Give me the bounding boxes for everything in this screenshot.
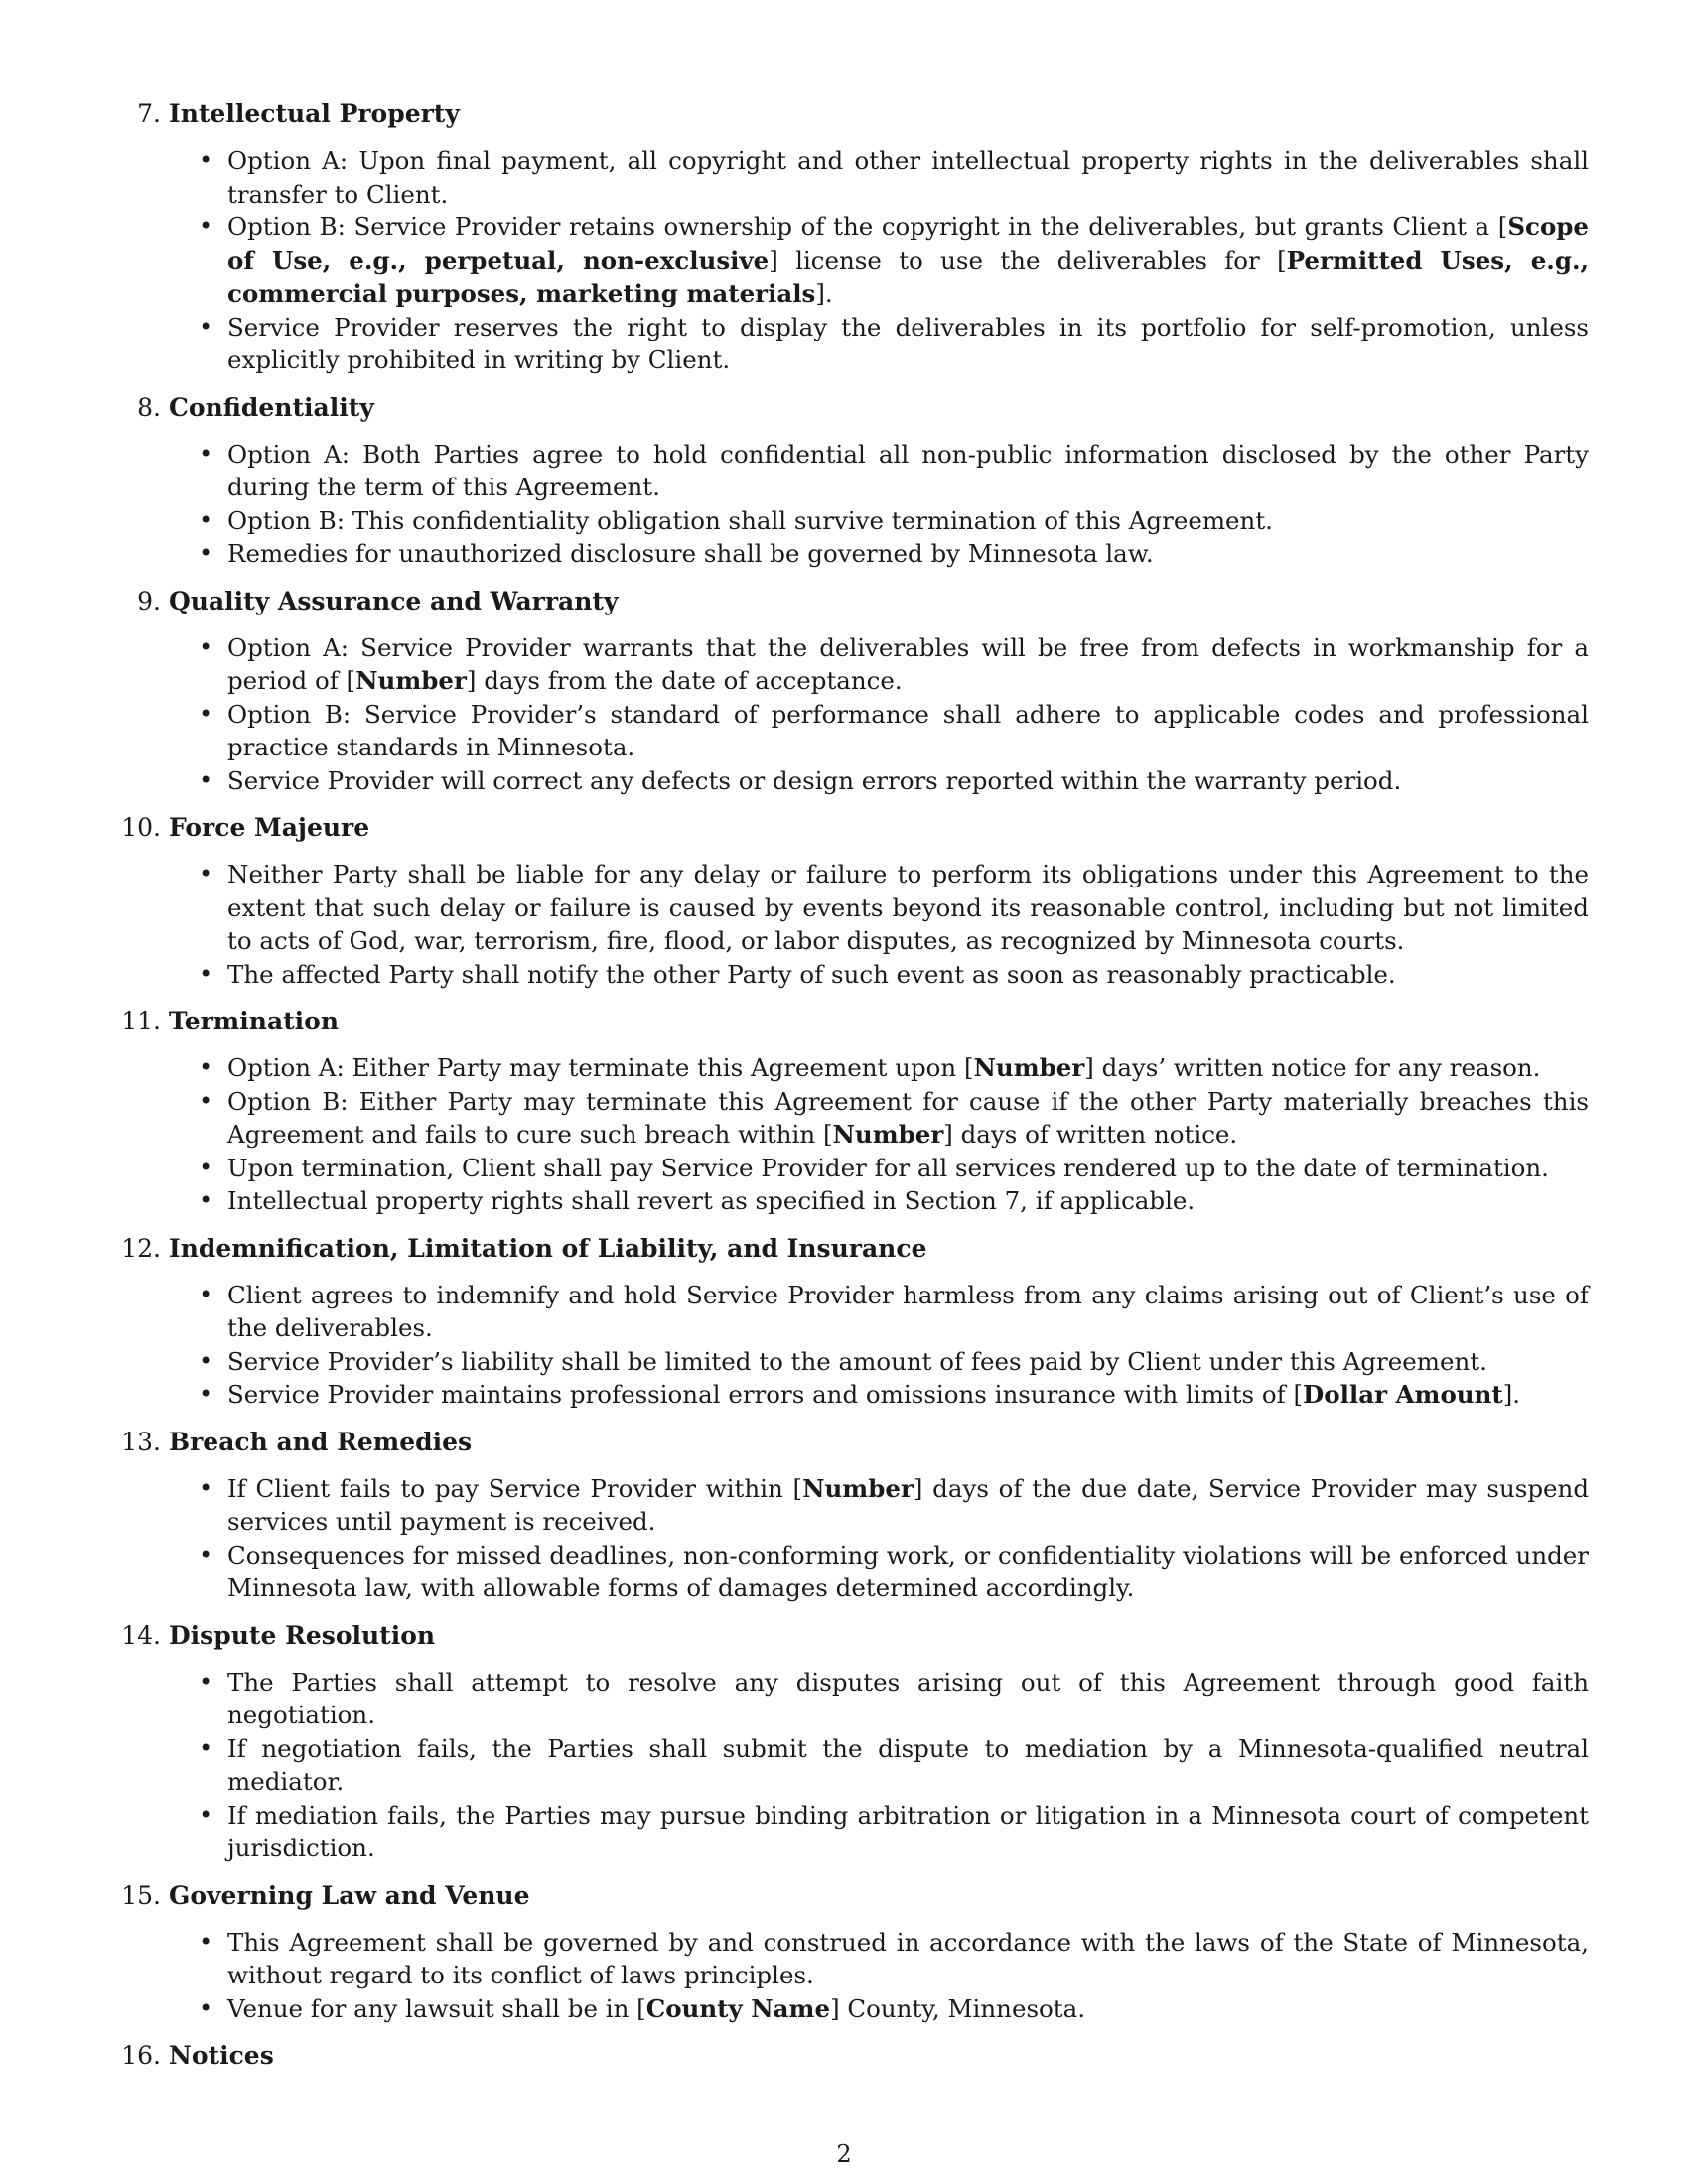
- clause-text: ].: [815, 279, 833, 308]
- bullet-icon: •: [199, 1800, 213, 1829]
- clause-text: Client agrees to indemnify and hold Service Provider harmless from any claims arising out of Client’s use of the deliverables.: [227, 1280, 1589, 1342]
- list-item: [117, 438, 1589, 504]
- bullet-icon: •: [199, 212, 213, 240]
- list-item: [117, 631, 1589, 698]
- placeholder-field: Number: [832, 1120, 944, 1149]
- section-7: [117, 97, 1589, 377]
- list-item: [117, 210, 1589, 311]
- list-item: [117, 858, 1589, 958]
- section-title: Confidentiality: [169, 392, 374, 422]
- clause-text: Intellectual property rights shall revert as specified in Section 7, if applicable.: [227, 1186, 1196, 1215]
- bullet-icon: •: [199, 1473, 213, 1502]
- section-number: 12.: [121, 1233, 161, 1263]
- list-item: [117, 1085, 1589, 1152]
- list-item: [117, 764, 1589, 798]
- section-13: [117, 1426, 1589, 1605]
- clause-text: Service Provider’s liability shall be limited to the amount of fees paid by Client under this Agreement.: [227, 1346, 1487, 1376]
- section-title: Notices: [169, 2041, 274, 2070]
- list-item: [117, 1799, 1589, 1865]
- list-item: [117, 311, 1589, 377]
- bullet-icon: •: [199, 1153, 213, 1181]
- section-16: [117, 2039, 1589, 2072]
- bullet-icon: •: [199, 439, 213, 468]
- section-11: [117, 1005, 1589, 1218]
- section-number: 14.: [121, 1620, 161, 1650]
- bullet-icon: •: [199, 1086, 213, 1115]
- bullet-list: [117, 1666, 1589, 1865]
- bullet-icon: •: [199, 1540, 213, 1569]
- list-item: [117, 1472, 1589, 1539]
- list-item: [117, 1345, 1589, 1379]
- list-item: [117, 1926, 1589, 1992]
- section-heading: [117, 1879, 1589, 1912]
- section-number: 8.: [137, 392, 161, 422]
- clause-text: ] County, Minnesota.: [830, 1993, 1086, 2023]
- bullet-icon: •: [199, 1733, 213, 1762]
- bullet-icon: •: [199, 539, 213, 567]
- bullet-icon: •: [199, 1667, 213, 1696]
- placeholder-field: Permitted Uses, e.g., commercial purposes, marketing materials: [227, 245, 1590, 308]
- clause-text: ] days’ written notice for any reason.: [1084, 1053, 1541, 1082]
- clause-text: ] days of the due date, Service Provider may suspend services until payment is received.: [227, 1473, 1590, 1536]
- placeholder-field: Number: [802, 1473, 914, 1503]
- clause-text: Service Provider will correct any defects or design errors reported within the warranty period.: [227, 765, 1402, 795]
- section-heading: [117, 585, 1589, 617]
- bullet-icon: •: [199, 765, 213, 794]
- clause-text: Venue for any lawsuit shall be in [: [227, 1993, 646, 2023]
- section-15: [117, 1879, 1589, 2026]
- section-heading: [117, 391, 1589, 424]
- section-title: Breach and Remedies: [169, 1427, 473, 1456]
- section-number: 7.: [137, 99, 161, 128]
- clause-text: ] days of written notice.: [943, 1120, 1238, 1149]
- bullet-icon: •: [199, 146, 213, 174]
- clause-text: Service Provider maintains professional errors and omissions insurance with limits of [: [227, 1380, 1304, 1409]
- clause-text: ].: [1502, 1380, 1521, 1409]
- bullet-icon: •: [199, 1927, 213, 1956]
- section-number: 16.: [121, 2041, 161, 2070]
- section-12: [117, 1232, 1589, 1412]
- bullet-list: [117, 438, 1589, 571]
- clause-text: Option A: Either Party may terminate this Agreement upon [: [227, 1053, 974, 1082]
- clause-text: Consequences for missed deadlines, non-conforming work, or confidentiality violations will be enforced under Minnesota law, with allowable forms of damages determined accordingly.: [227, 1540, 1589, 1602]
- clause-text: Option A: Both Parties agree to hold confidential all non-public information disclosed by the other Party during the term of this Agreement.: [227, 439, 1589, 501]
- bullet-icon: •: [199, 632, 213, 661]
- bullet-list: [117, 144, 1589, 377]
- clause-text: Upon termination, Client shall pay Service Provider for all services rendered up to the date of termination.: [227, 1153, 1549, 1182]
- clause-text: Service Provider reserves the right to display the deliverables in its portfolio for self-promotion, unless explicitly prohibited in writing by Client.: [227, 312, 1589, 374]
- clause-text: Option B: Service Provider retains ownership of the copyright in the deliverables, but grants Client a [: [227, 212, 1508, 241]
- bullet-icon: •: [199, 860, 213, 887]
- section-title: Termination: [169, 1007, 340, 1035]
- section-title: Governing Law and Venue: [169, 1880, 530, 1910]
- list-item: [117, 537, 1589, 571]
- bullet-list: [117, 1472, 1589, 1605]
- list-item: [117, 1539, 1589, 1605]
- bullet-list: [117, 858, 1589, 991]
- clause-text: The Parties shall attempt to resolve any disputes arising out of this Agreement through good faith negotiation.: [227, 1667, 1589, 1729]
- section-9: [117, 585, 1589, 798]
- section-heading: [117, 1232, 1589, 1265]
- section-heading: [117, 1005, 1589, 1037]
- contract-body: [117, 97, 1589, 2086]
- placeholder-field: Scope of Use, e.g., perpetual, non-exclusive: [227, 212, 1589, 275]
- placeholder-field: Number: [355, 666, 467, 695]
- bullet-icon: •: [199, 312, 213, 341]
- bullet-icon: •: [199, 1053, 213, 1081]
- list-item: [117, 1992, 1589, 2026]
- list-item: [117, 1152, 1589, 1185]
- bullet-list: [117, 1279, 1589, 1412]
- clause-text: The affected Party shall notify the other Party of such event as soon as reasonably practicable.: [227, 959, 1396, 989]
- placeholder-field: Dollar Amount: [1303, 1380, 1503, 1409]
- clause-text: Option B: Service Provider’s standard of performance shall adhere to applicable codes and professional practice standards in Minnesota.: [227, 699, 1589, 761]
- section-title: Intellectual Property: [169, 99, 460, 128]
- section-title: Dispute Resolution: [169, 1620, 436, 1650]
- list-item: [117, 1732, 1589, 1799]
- list-item: [117, 504, 1589, 538]
- list-item: [117, 1184, 1589, 1218]
- clause-text: ] days from the date of acceptance.: [466, 666, 903, 695]
- clause-text: This Agreement shall be governed by and construed in accordance with the laws of the State of Minnesota, without regard to its conflict of laws principles.: [227, 1927, 1589, 1989]
- list-item: [117, 1378, 1589, 1412]
- section-title: Indemnification, Limitation of Liability, and Insurance: [169, 1233, 927, 1263]
- placeholder-field: Number: [973, 1053, 1085, 1082]
- bullet-icon: •: [199, 1380, 213, 1408]
- bullet-icon: •: [199, 1993, 213, 2022]
- section-number: 9.: [137, 586, 161, 615]
- bullet-list: [117, 1051, 1589, 1218]
- clause-text: Option B: This confidentiality obligation shall survive termination of this Agreement.: [227, 505, 1273, 535]
- section-10: [117, 811, 1589, 991]
- clause-text: Remedies for unauthorized disclosure shall be governed by Minnesota law.: [227, 539, 1154, 568]
- clause-text: Option A: Upon final payment, all copyright and other intellectual property rights in the deliverables shall transfer to Client.: [227, 146, 1589, 208]
- section-heading: [117, 811, 1589, 844]
- list-item: [117, 144, 1589, 210]
- section-title: Quality Assurance and Warranty: [169, 586, 619, 615]
- bullet-icon: •: [199, 505, 213, 534]
- section-number: 10.: [121, 813, 161, 842]
- bullet-list: [117, 631, 1589, 798]
- clause-text: ] license to use the deliverables for [: [769, 245, 1287, 275]
- clause-text: Option B: Either Party may terminate this Agreement for cause if the other Party materially breaches this Agreement and fails to cure such breach within [: [227, 1086, 1589, 1149]
- section-number: 13.: [121, 1427, 161, 1456]
- bullet-icon: •: [199, 1346, 213, 1375]
- section-8: [117, 391, 1589, 571]
- placeholder-field: County Name: [645, 1993, 831, 2023]
- list-item: [117, 958, 1589, 992]
- section-14: [117, 1619, 1589, 1865]
- section-number: 15.: [121, 1880, 161, 1910]
- bullet-icon: •: [199, 1186, 213, 1214]
- clause-text: If mediation fails, the Parties may pursue binding arbitration or litigation in a Minnesota court of competent jurisdiction.: [227, 1800, 1589, 1862]
- list-item: [117, 1279, 1589, 1345]
- section-number: 11.: [121, 1007, 161, 1035]
- clause-text: If negotiation fails, the Parties shall submit the dispute to mediation by a Minnesota-qualified neutral mediator.: [227, 1733, 1589, 1796]
- clause-text: If Client fails to pay Service Provider within [: [227, 1473, 803, 1503]
- section-heading: [117, 1426, 1589, 1458]
- page-number: 2: [836, 2140, 852, 2168]
- list-item: [117, 1666, 1589, 1732]
- section-heading: [117, 97, 1589, 130]
- bullet-list: [117, 1926, 1589, 2026]
- section-heading: [117, 2039, 1589, 2072]
- bullet-icon: •: [199, 699, 213, 728]
- bullet-icon: •: [199, 1280, 213, 1308]
- list-item: [117, 698, 1589, 764]
- clause-text: Option A: Service Provider warrants that the deliverables will be free from defects in workmanship for a period of [: [227, 632, 1589, 695]
- clause-text: Neither Party shall be liable for any delay or failure to perform its obligations under this Agreement to the extent that such delay or failure is caused by events beyond its reasonable control, including but not limited to acts of God, war, terrorism, fire, flood, or labor disputes, as recognized by Minnesota courts.: [227, 860, 1589, 955]
- section-title: Force Majeure: [169, 813, 370, 842]
- section-heading: [117, 1619, 1589, 1652]
- list-item: [117, 1051, 1589, 1085]
- bullet-icon: •: [199, 959, 213, 988]
